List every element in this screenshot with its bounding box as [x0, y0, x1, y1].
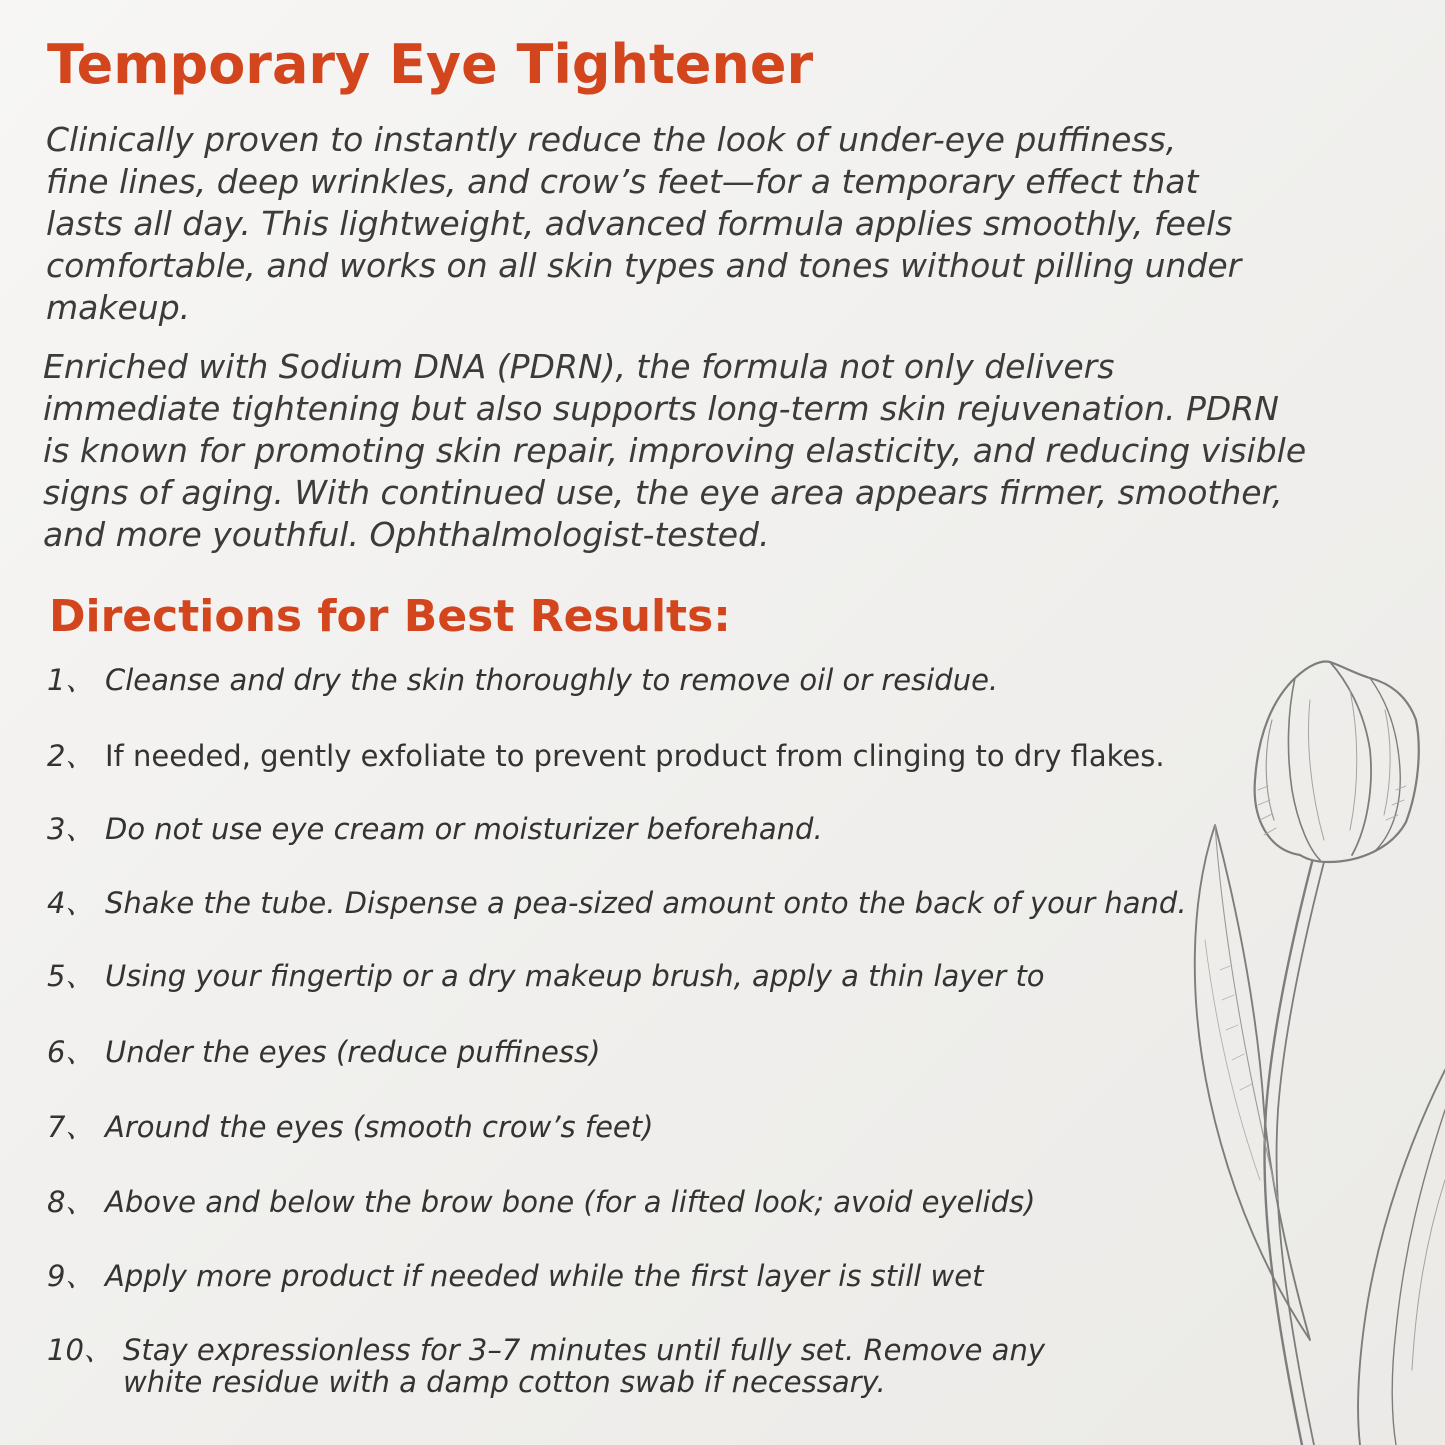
step-text: Around the eyes (smooth crow’s feet) — [105, 1110, 654, 1144]
step-number: 2、 — [47, 739, 95, 773]
step-number: 8、 — [47, 1185, 95, 1219]
step-number: 1、 — [47, 663, 95, 697]
directions-title: Directions for Best Results: — [49, 591, 731, 642]
direction-step-9 — [47, 1260, 983, 1292]
step-number: 3、 — [47, 812, 95, 846]
direction-step-8 — [47, 1186, 1035, 1218]
description-paragraph-1: Clinically proven to instantly reduce the look of under-eye puffiness, fine lines, deep wrinkles, and crow’s feet—for a temporary effect that lasts all day. This lightweight, advanced formula applies smoothly, feels comfortable, and works on all skin types and tones without pilling under makeup. — [46, 120, 1242, 327]
step-number: 4、 — [47, 886, 95, 920]
step-text: Cleanse and dry the skin thoroughly to remove oil or residue. — [105, 663, 999, 697]
direction-step-3 — [47, 813, 823, 845]
step-text: Apply more product if needed while the first layer is still wet — [105, 1259, 984, 1293]
step-number: 6、 — [47, 1035, 95, 1069]
direction-step-2 — [47, 740, 1165, 772]
step-number: 9、 — [47, 1259, 95, 1293]
direction-step-10 — [47, 1334, 1045, 1398]
step-text: Above and below the brow bone (for a lifted look; avoid eyelids) — [105, 1185, 1036, 1219]
direction-step-4 — [47, 887, 1187, 919]
step-number: 7、 — [47, 1110, 95, 1144]
direction-step-6 — [47, 1036, 600, 1068]
step-text: Using your fingertip or a dry makeup brush, apply a thin layer to — [105, 959, 1045, 993]
page-title: Temporary Eye Tightener — [47, 33, 814, 96]
direction-step-1 — [47, 664, 998, 696]
step-text: Do not use eye cream or moisturizer beforehand. — [105, 812, 823, 846]
step-text: Under the eyes (reduce puffiness) — [105, 1035, 601, 1069]
direction-step-5 — [47, 960, 1045, 992]
direction-step-7 — [47, 1111, 653, 1143]
tulip-sketch-icon — [1160, 640, 1445, 1445]
step-text: Stay expressionless for 3–7 minutes until fully set. Remove any white residue with a damp cotton swab if necessary. — [123, 1333, 1045, 1399]
step-text: If needed, gently exfoliate to prevent product from clinging to dry flakes. — [105, 739, 1165, 773]
description-paragraph-2: Enriched with Sodium DNA (PDRN), the formula not only delivers immediate tightening but also supports long-term skin rejuvenation. PDRN is known for promoting skin repair, improving elasticity, and reducing visible signs of aging. With continued use, the eye area appears firmer, smoother, and more youthful. Ophthalmologist-tested. — [43, 347, 1307, 554]
step-text: Shake the tube. Dispense a pea-sized amount onto the back of your hand. — [105, 886, 1187, 920]
step-number: 5、 — [47, 959, 95, 993]
step-number: 10、 — [47, 1333, 113, 1367]
